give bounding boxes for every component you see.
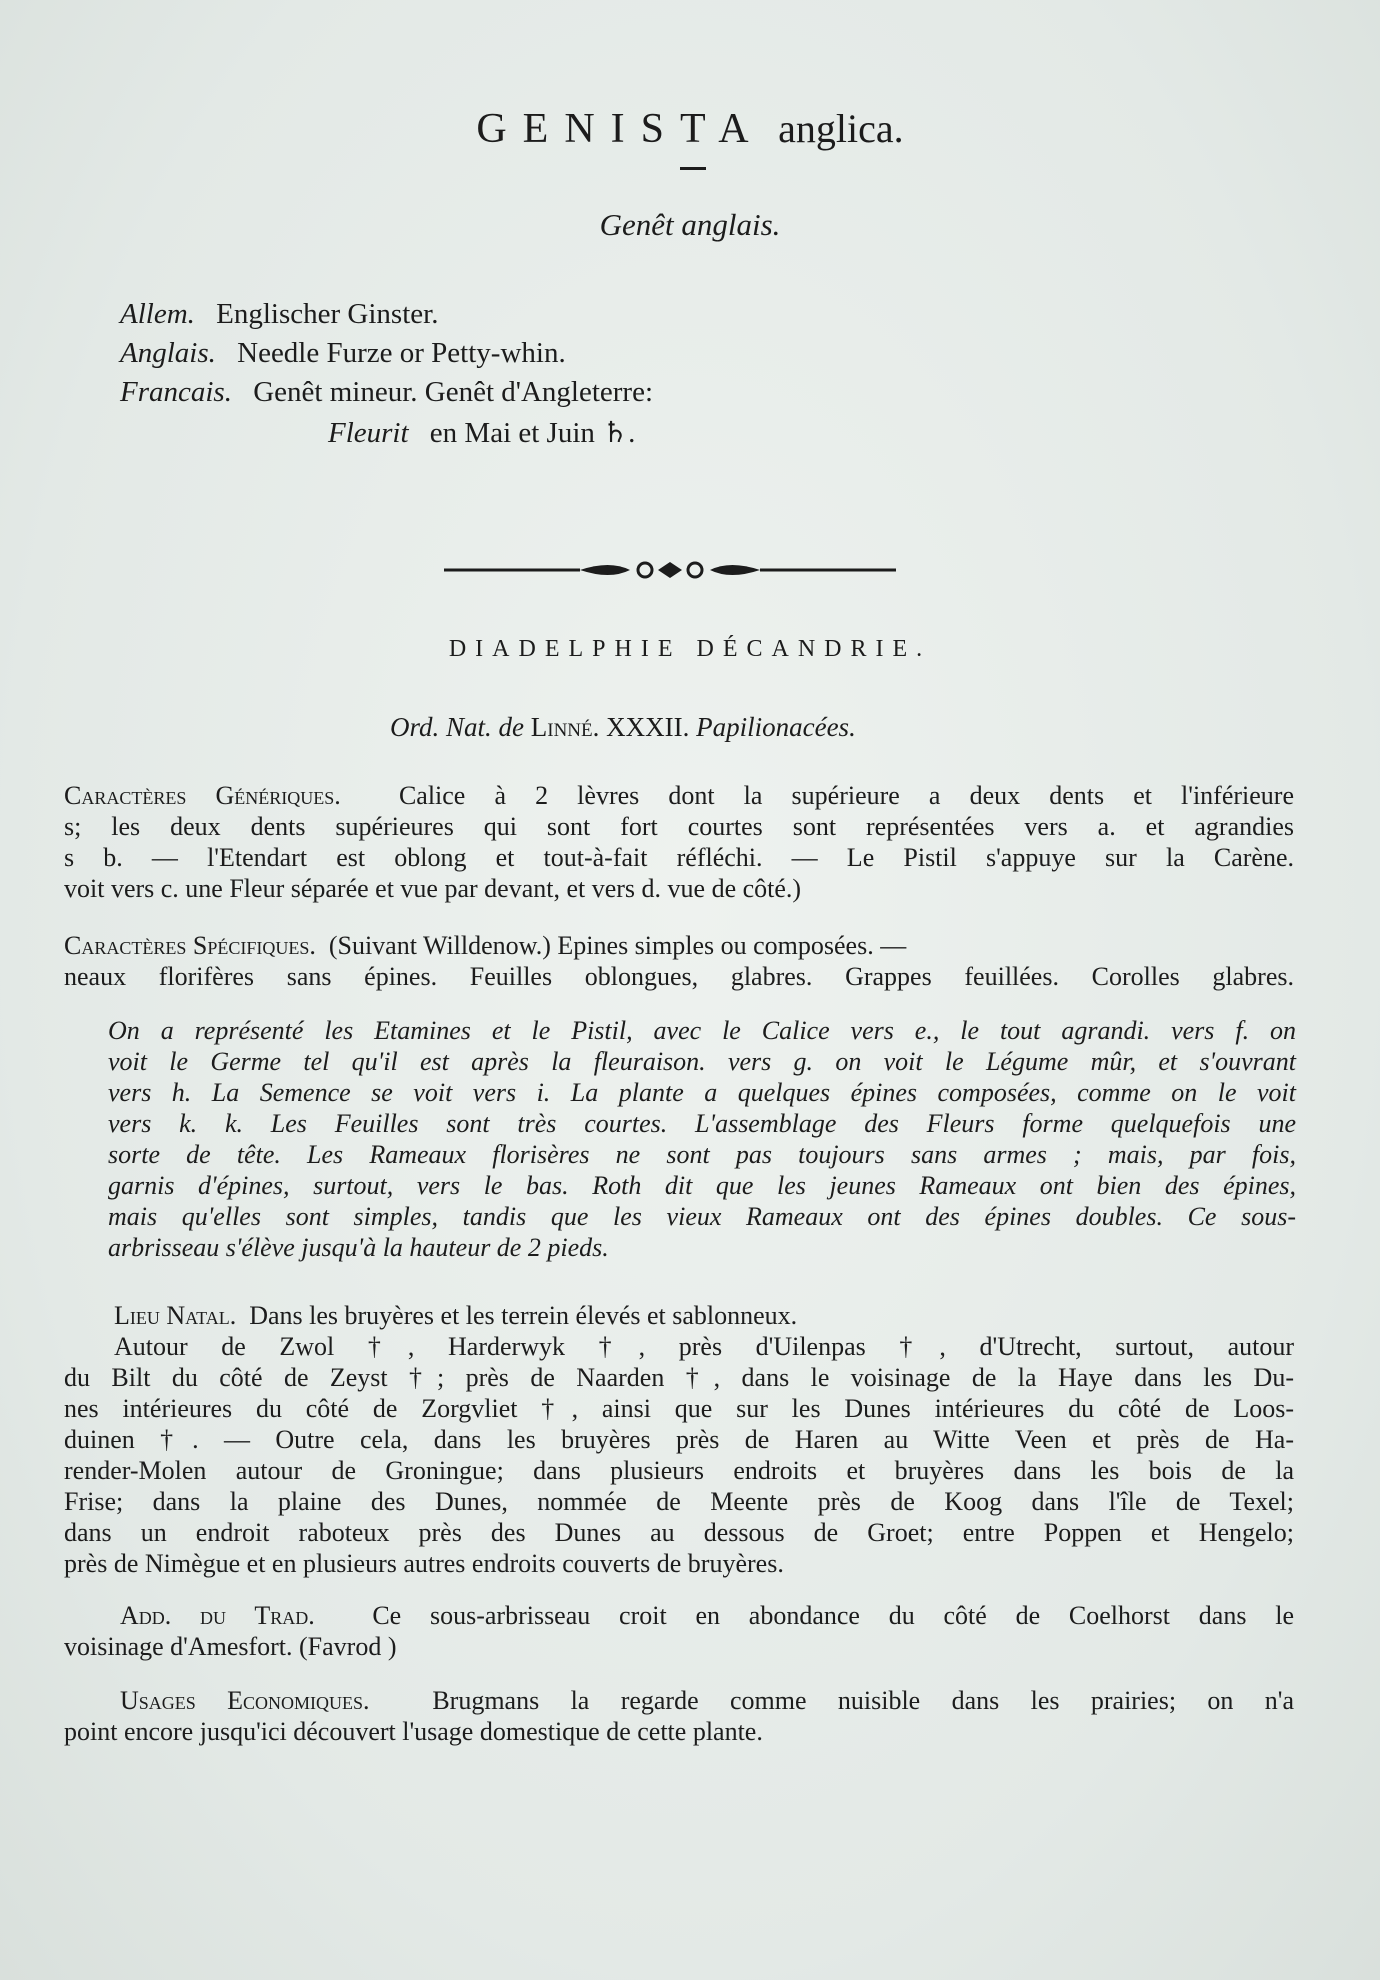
name-lang: Allem. — [120, 298, 195, 330]
translator-addition — [64, 1600, 1294, 1662]
text-line: render-Molen autour de Groningue; dans plusieurs endroits et bruyères dans les bois de la — [64, 1456, 1294, 1485]
text-line: arbrisseau s'élève jusqu'à la hauteur de 2 pieds. — [108, 1233, 609, 1262]
text-line: près de Nimègue et en plusieurs autres endroits couverts de bruyères. — [64, 1549, 784, 1578]
flowering-row — [120, 415, 653, 454]
section-heading: Add. du Trad. — [120, 1601, 315, 1630]
text-line: s b. — l'Etendart est oblong et tout-à-fait réfléchi. — Le Pistil s'appuye sur la Carène. — [64, 843, 1294, 872]
section-heading: Caractères Spécifiques. — [64, 931, 316, 960]
text-line: vers k. k. Les Feuilles sont très courtes. L'assemblage des Fleurs forme quelquefois une — [108, 1109, 1296, 1138]
section-heading: Lieu Natal. — [114, 1301, 237, 1330]
name-row-francais — [120, 376, 653, 415]
text-line: sorte de tête. Les Rameaux florisères ne sont pas toujours sans armes ; mais, par fois, — [108, 1140, 1296, 1169]
text-line: On a représenté les Etamines et le Pistil, avec le Calice vers e., le tout agrandi. vers f. on — [108, 1016, 1296, 1045]
title-species: anglica. — [778, 106, 904, 151]
generic-characters — [64, 780, 1294, 904]
text-line: voit vers c. une Fleur séparée et vue par devant, et vers d. vue de côté.) — [64, 874, 802, 903]
text-line: Ce sous-arbrisseau croit en abondance du côté de Coelhorst dans le — [372, 1601, 1294, 1630]
observations — [108, 1015, 1296, 1263]
order-number: XXXII. — [606, 712, 690, 742]
text-line: dans un endroit raboteux près des Dunes au dessous de Groet; entre Poppen et Hengelo; — [64, 1518, 1294, 1547]
shrub-symbol: ♄. — [602, 417, 636, 449]
section-heading: Caractères Génériques. — [64, 781, 341, 810]
page-subtitle: Genêt anglais. — [599, 207, 781, 242]
order-family: Papilionacées. — [696, 712, 856, 742]
text-line: Dans les bruyères et les terrein élevés et sablonneux. — [249, 1301, 798, 1330]
natural-order — [390, 712, 856, 743]
text-line: (Suivant Willdenow.) Epines simples ou composées. — — [328, 931, 907, 960]
text-line: voisinage d'Amesfort. (Favrod ) — [64, 1632, 397, 1661]
name-row-allem — [120, 298, 653, 337]
name-lang: Anglais. — [120, 337, 216, 369]
flowering-label: Fleurit — [328, 417, 409, 449]
native-locations — [64, 1300, 1294, 1579]
specific-characters — [64, 930, 1294, 992]
flowering-text: en Mai et Juin — [429, 417, 595, 449]
order-prefix: Ord. Nat. de — [390, 712, 524, 742]
page-title — [0, 100, 1380, 153]
text-line: du Bilt du côté de Zeyst †; près de Naarden †, dans le voisinage de la Haye dans les Du- — [64, 1363, 1294, 1392]
text-line: mais qu'elles sont simples, tandis que les vieux Rameaux ont des épines doubles. Ce sous- — [108, 1202, 1296, 1231]
text-line: vers h. La Semence se voit vers i. La plante a quelques épines composées, comme on le voit — [108, 1078, 1296, 1107]
ornament-divider-icon — [440, 556, 900, 584]
name-text: Needle Furze or Petty-whin. — [237, 337, 566, 369]
class-heading: DIADELPHIE DÉCANDRIE. — [448, 636, 932, 662]
text-line: Brugmans la regarde comme nuisible dans les prairies; on n'a — [432, 1686, 1295, 1715]
name-row-anglais — [120, 337, 653, 376]
text-line: garnis d'épines, surtout, vers le bas. Roth dit que les jeunes Rameaux ont bien des épines, — [108, 1171, 1296, 1200]
text-line: s; les deux dents supérieures qui sont fort courtes sont représentées vers a. et agrandies — [64, 812, 1294, 841]
text-line: point encore jusqu'ici découvert l'usage domestique de cette plante. — [64, 1717, 763, 1746]
name-text: Englischer Ginster. — [216, 298, 439, 330]
text-line: neaux florifères sans épines. Feuilles oblongues, glabres. Grappes feuillées. Corolles glabres. — [64, 962, 1294, 991]
economic-uses — [64, 1685, 1294, 1747]
name-lang: Francais. — [120, 376, 232, 408]
order-author: Linné. — [530, 712, 600, 742]
text-line: voit le Germe tel qu'il est après la fleuraison. vers g. on voit le Légume mûr, et s'ouvrant — [108, 1047, 1296, 1076]
name-text: Genêt mineur. Genêt d'Angleterre: — [253, 376, 654, 408]
title-rule — [680, 167, 706, 170]
text-line: Frise; dans la plaine des Dunes, nommée de Meente près de Koog dans l'île de Texel; — [64, 1487, 1294, 1516]
vernacular-names — [120, 298, 653, 454]
text-line: duinen †. — Outre cela, dans les bruyères près de Haren au Witte Veen et près de Ha- — [64, 1425, 1294, 1454]
text-line: Calice à 2 lèvres dont la supérieure a deux dents et l'inférieure — [398, 781, 1295, 810]
text-line: nes intérieures du côté de Zorgvliet †, ainsi que sur les Dunes intérieures du côté de Loos- — [64, 1394, 1294, 1423]
text-line: Autour de Zwol †, Harderwyk †, près d'Uilenpas †, d'Utrecht, surtout, autour — [114, 1332, 1294, 1361]
title-genus: GENISTA — [476, 106, 765, 152]
section-heading: Usages Economiques. — [120, 1686, 370, 1715]
